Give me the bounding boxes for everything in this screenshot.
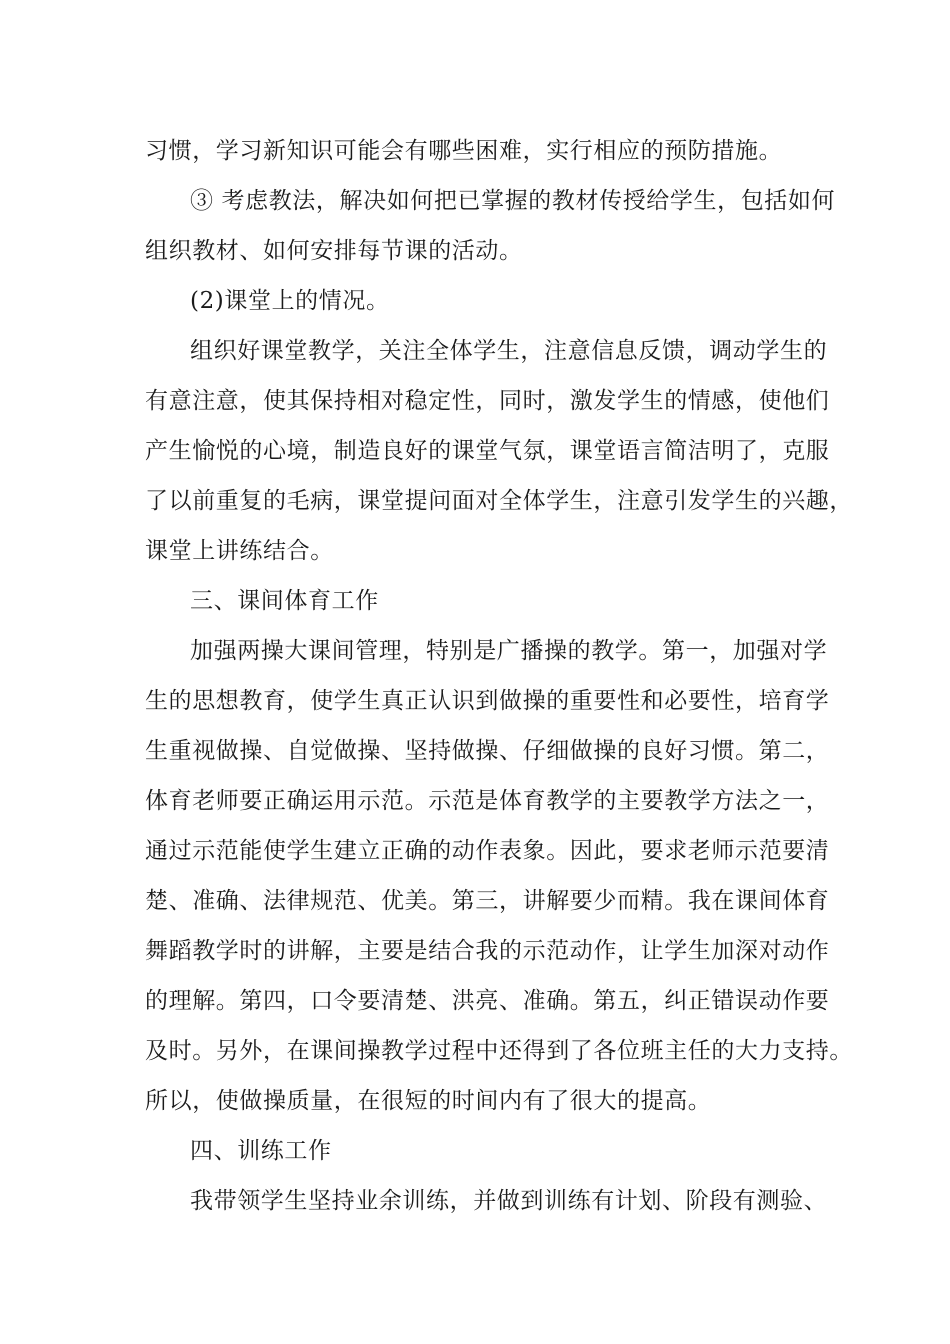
- text-line: 课堂上讲练结合。: [145, 538, 334, 564]
- text-line: 通过示范能使学生建立正确的动作表象。因此，要求老师示范要清: [145, 838, 830, 864]
- text-line: 产生愉悦的心境，制造良好的课堂气氛，课堂语言简洁明了，克服: [145, 438, 830, 464]
- text-line: ③ 考虑教法，解决如何把已掌握的教材传授给学生，包括如何: [190, 188, 836, 214]
- text-line: 楚、准确、法律规范、优美。第三，讲解要少而精。我在课间体育: [145, 888, 830, 914]
- text-line: 习惯，学习新知识可能会有哪些困难，实行相应的预防措施。: [145, 138, 783, 164]
- text-line: 组织教材、如何安排每节课的活动。: [145, 238, 523, 264]
- section-heading: 三、课间体育工作: [190, 588, 379, 614]
- text-line: 的理解。第四，口令要清楚、洪亮、准确。第五，纠正错误动作要: [145, 988, 830, 1014]
- text-line: 所以，使做操质量，在很短的时间内有了很大的提高。: [145, 1088, 712, 1114]
- text-line: 我带领学生坚持业余训练，并做到训练有计划、阶段有测验、: [190, 1188, 828, 1214]
- text-line: 及时。另外，在课间操教学过程中还得到了各位班主任的大力支持。: [145, 1038, 853, 1064]
- text-line: 组织好课堂教学，关注全体学生，注意信息反馈，调动学生的: [190, 338, 828, 364]
- text-line: 体育老师要正确运用示范。示范是体育教学的主要教学方法之一，: [145, 788, 830, 814]
- text-line: 有意注意，使其保持相对稳定性，同时，激发学生的情感，使他们: [145, 388, 830, 414]
- text-line: 生重视做操、自觉做操、坚持做操、仔细做操的良好习惯。第二，: [145, 738, 830, 764]
- section-heading: 四、训练工作: [190, 1138, 332, 1164]
- text-line: 加强两操大课间管理，特别是广播操的教学。第一，加强对学: [190, 638, 828, 664]
- text-line: 生的思想教育，使学生真正认识到做操的重要性和必要性，培育学: [145, 688, 830, 714]
- text-line: 了以前重复的毛病，课堂提问面对全体学生，注意引发学生的兴趣，: [145, 488, 853, 514]
- text-line: 舞蹈教学时的讲解，主要是结合我的示范动作，让学生加深对动作: [145, 938, 830, 964]
- subsection-heading: (2)课堂上的情况。: [190, 288, 390, 314]
